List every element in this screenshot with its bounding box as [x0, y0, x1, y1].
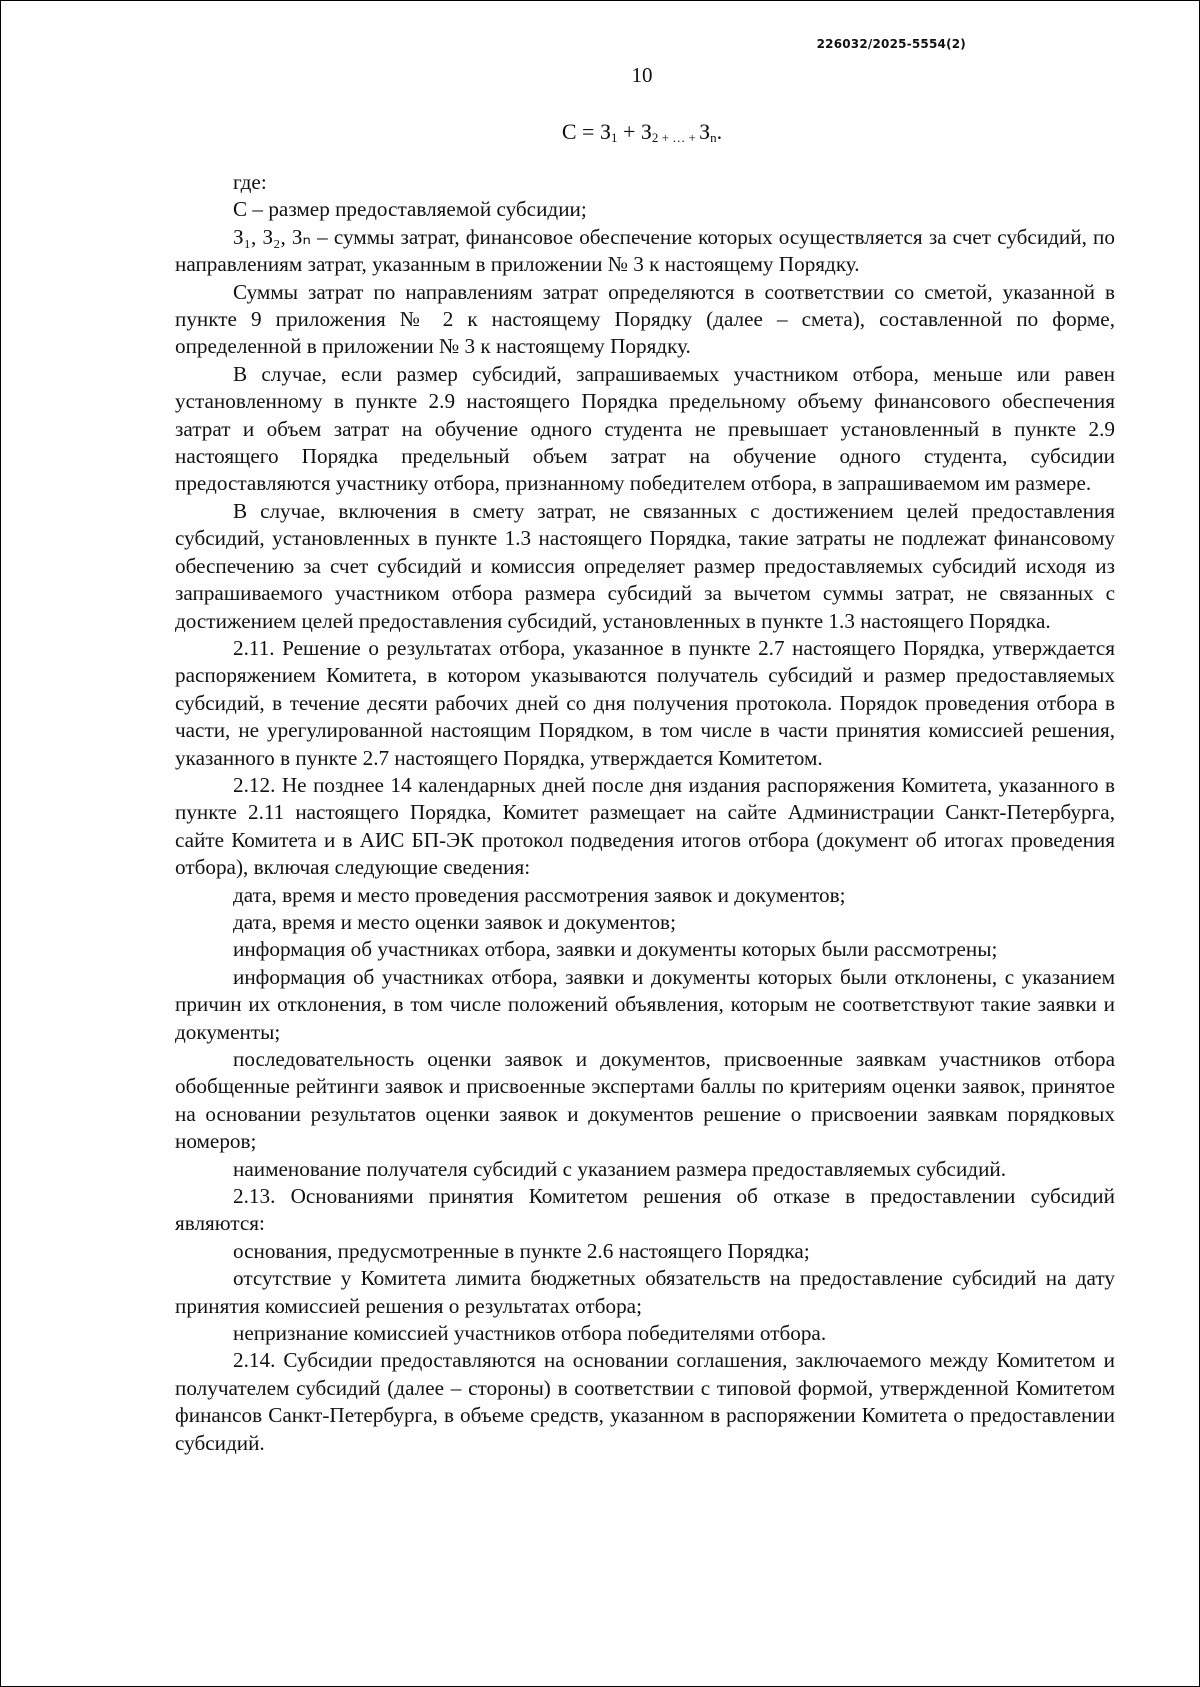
- formula-end: .: [716, 119, 723, 144]
- paragraph: С – размер предоставляемой субсидии;: [233, 197, 587, 222]
- document-body: [175, 169, 1115, 1457]
- page-number: 10: [631, 63, 653, 87]
- paragraph: 2.12. Не позднее 14 календарных дней после дня издания распоряжения Комитета, указанного в пункте 2.11 настоящего Порядка, Комитет размещает на сайте Администрации Санкт-Петербурга, сайте Комитета и в АИС БП-ЭК протокол подведения итогов отбора (документ об итогах проведения отбора), включая следующие сведения:: [175, 772, 1115, 880]
- formula-sub-n: n: [710, 130, 717, 145]
- paragraph: отсутствие у Комитета лимита бюджетных обязательств на предоставление субсидий на дату принятия комиссией решения о результатах отбора;: [175, 1266, 1115, 1318]
- paragraph: информация об участниках отбора, заявки и документы которых были отклонены, с указанием причин их отклонения, в том числе положений объявления, которым не соответствуют такие заявки и документы;: [175, 964, 1115, 1044]
- formula-z3: З: [699, 119, 711, 144]
- paragraph: где:: [233, 170, 267, 194]
- paragraph: основания, предусмотренные в пункте 2.6 настоящего Порядка;: [233, 1238, 810, 1263]
- paragraph: наименование получателя субсидий с указанием размера предоставляемых субсидий.: [233, 1156, 1007, 1181]
- paragraph: В случае, если размер субсидий, запрашиваемых участником отбора, меньше или равен установленному в пункте 2.9 настоящего Порядка предельному объему финансового обеспечения затрат и объем затрат на обучение одного студента не превышает установленный в пункте 2.9 настоящего Порядка предельный объем затрат на обучение одного студента, субсидии предоставляются участнику отбора, признанному победителем отбора, в запрашиваемом им размере.: [175, 361, 1115, 496]
- paragraph: дата, время и место оценки заявок и документов;: [233, 909, 676, 934]
- document-id: 226032/2025-5554(2): [816, 37, 966, 51]
- formula-lhs: С = З: [561, 119, 611, 144]
- paragraph: информация об участниках отбора, заявки и документы которых были рассмотрены;: [233, 937, 998, 962]
- paragraph: Суммы затрат по направлениям затрат определяются в соответствии со сметой, указанной в пункте 9 приложения № 2 к настоящему Порядку (далее – смета), составленной по форме, определенной в приложении № 3 к настоящему Порядку.: [175, 279, 1115, 359]
- formula-sub-1: 1: [610, 130, 618, 145]
- paragraph: В случае, включения в смету затрат, не связанных с достижением целей предоставления субсидий, установленных в пункте 1.3 настоящего Порядка, такие затраты не подлежат финансовому обеспечению за счет субсидий и комиссия определяет размер предоставляемых субсидий исходя из запрашиваемого участником отбора размера субсидий за вычетом суммы затрат, не связанных с достижением целей предоставления субсидий, установленных в пункте 1.3 настоящего Порядка.: [175, 498, 1115, 633]
- paragraph: непризнание комиссией участников отбора победителями отбора.: [233, 1321, 827, 1346]
- paragraph: 2.14. Субсидии предоставляются на основании соглашения, заключаемого между Комитетом и получателем субсидий (далее – стороны) в соответствии с типовой формой, утвержденной Комитетом финансов Санкт-Петербурга, в объеме средств, указанном в распоряжении Комитета о предоставлении субсидий.: [175, 1348, 1115, 1455]
- paragraph: дата, время и место проведения рассмотрения заявок и документов;: [233, 882, 846, 907]
- paragraph: 2.13. Основаниями принятия Комитетом решения об отказе в предоставлении субсидий являются:: [175, 1184, 1115, 1236]
- paragraph: последовательность оценки заявок и документов, присвоенные заявкам участников отбора обобщенные рейтинги заявок и присвоенные экспертами баллы по критериям оценки заявок, принятое на основании результатов оценки заявок и документов решение о присвоении заявкам порядковых номеров;: [175, 1047, 1115, 1154]
- formula-plus: + З: [617, 119, 652, 144]
- formula-sub-2: 2 + … +: [651, 130, 700, 145]
- subsidy-formula: [1, 119, 1200, 146]
- paragraph: З₁, З₂, Зₙ – суммы затрат, финансовое обеспечение которых осуществляется за счет субсидий, по направлениям затрат, указанным в приложении № 3 к настоящему Порядку.: [175, 224, 1115, 277]
- paragraph: 2.11. Решение о результатах отбора, указанное в пункте 2.7 настоящего Порядка, утверждается распоряжением Комитета, в котором указываются получатель субсидий и размер предоставляемых субсидий, в течение десяти рабочих дней со дня получения протокола. Порядок проведения отбора в части, не урегулированной настоящим Порядком, в том числе в части принятия комиссией решения, указанного в пункте 2.7 настоящего Порядка, утверждается Комитетом.: [175, 635, 1115, 770]
